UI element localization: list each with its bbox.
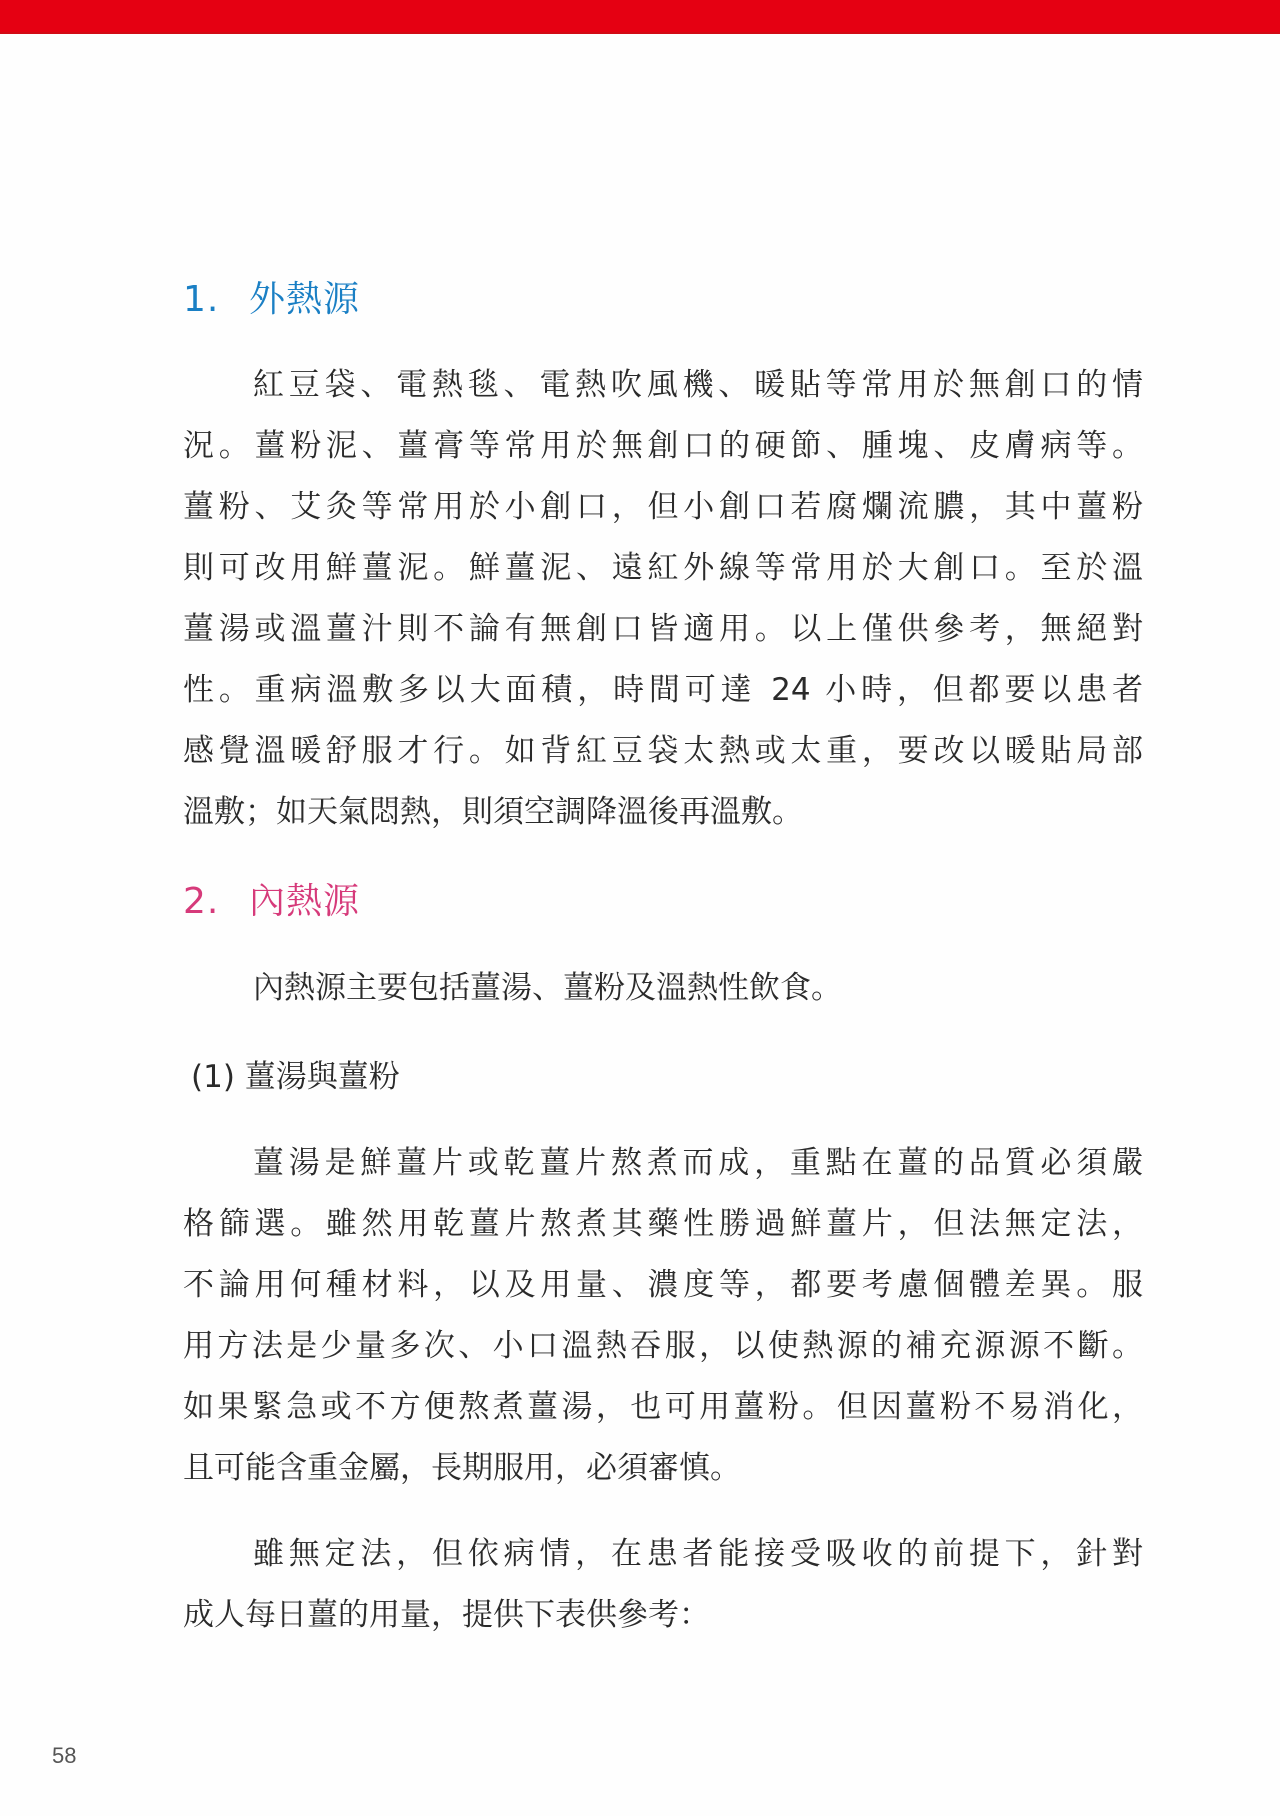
paragraph-line: 感覺溫暖舒服才行。如背紅豆袋太熱或太重，要改以暖貼局部 — [183, 733, 1143, 769]
paragraph-line: 性。重病溫敷多以大面積，時間可達 24 小時，但都要以患者 — [183, 672, 1143, 708]
paragraph-line: 用方法是少量多次、小口溫熱吞服，以使熱源的補充源源不斷。 — [183, 1328, 1143, 1364]
paragraph-line: 溫敷；如天氣悶熱，則須空調降溫後再溫敷。 — [183, 794, 803, 830]
page-number: 58 — [52, 1743, 77, 1768]
section-1-paragraph — [183, 355, 1143, 843]
paragraph-line: 薑湯是鮮薑片或乾薑片熬煮而成，重點在薑的品質必須嚴 — [253, 1145, 1143, 1181]
paragraph-line: 成人每日薑的用量，提供下表供參考： — [183, 1597, 710, 1633]
subsection-heading: (1) 薑湯與薑粉 — [191, 1059, 400, 1095]
paragraph-line: 薑湯或溫薑汁則不論有無創口皆適用。以上僅供參考，無絕對 — [183, 611, 1143, 647]
section-1-title: 外熱源 — [249, 279, 361, 320]
section-2-heading — [183, 880, 360, 924]
subsection-paragraph-2 — [183, 1524, 1143, 1646]
top-color-bar — [0, 0, 1280, 34]
subsection-paragraph-1 — [183, 1133, 1143, 1499]
paragraph-line: 薑粉、艾灸等常用於小創口，但小創口若腐爛流膿，其中薑粉 — [183, 489, 1143, 525]
paragraph-line: 如果緊急或不方便熬煮薑湯，也可用薑粉。但因薑粉不易消化， — [183, 1389, 1143, 1425]
paragraph-line: 不論用何種材料，以及用量、濃度等，都要考慮個體差異。服 — [183, 1267, 1143, 1303]
paragraph-line: 紅豆袋、電熱毯、電熱吹風機、暖貼等常用於無創口的情 — [253, 367, 1143, 403]
paragraph-line: 格篩選。雖然用乾薑片熬煮其藥性勝過鮮薑片，但法無定法， — [183, 1206, 1143, 1242]
paragraph-line: 且可能含重金屬，長期服用，必須審慎。 — [183, 1450, 741, 1486]
section-1-number: 1. — [183, 279, 220, 320]
paragraph-line: 雖無定法，但依病情，在患者能接受吸收的前提下，針對 — [253, 1536, 1143, 1572]
section-2-intro — [183, 958, 1143, 1019]
paragraph-line: 則可改用鮮薑泥。鮮薑泥、遠紅外線等常用於大創口。至於溫 — [183, 550, 1143, 586]
section-2-title: 內熱源 — [249, 881, 361, 922]
section-1-heading — [183, 278, 360, 322]
section-2-number: 2. — [183, 881, 220, 922]
paragraph-line: 況。薑粉泥、薑膏等常用於無創口的硬節、腫塊、皮膚病等。 — [183, 428, 1143, 464]
paragraph-line: 內熱源主要包括薑湯、薑粉及溫熱性飲食。 — [253, 970, 842, 1006]
